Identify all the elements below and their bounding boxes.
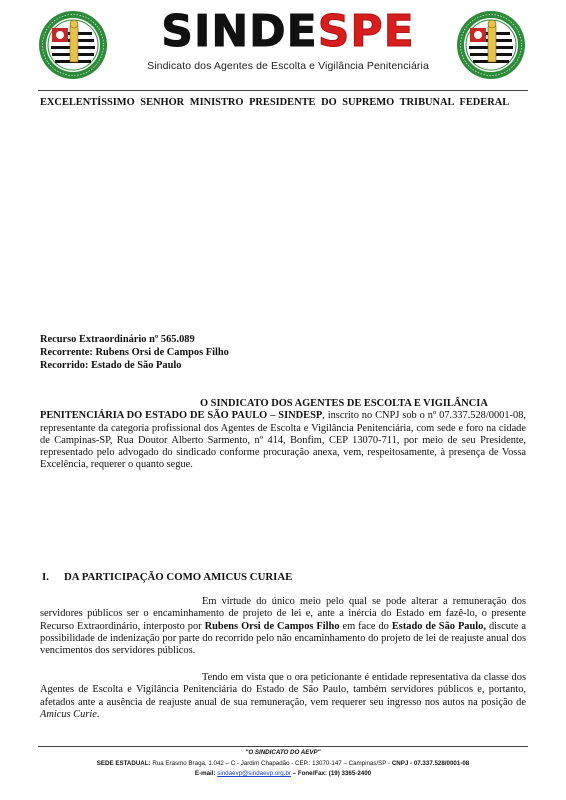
section-number: I.	[42, 571, 49, 583]
union-seal-icon	[38, 10, 108, 80]
paragraph-2	[40, 672, 526, 721]
footer-address: Rua Erasmo Braga, 1.042 – C - Jardim Chapadão - CEP.: 13070-147 – Campinas/SP -	[150, 759, 392, 767]
para1-appellee-name: Estado de São Paulo,	[391, 620, 486, 632]
appellee: Recorrido: Estado de São Paulo	[40, 360, 182, 372]
section-title: DA PARTICIPAÇÃO COMO AMICUS CURIAE	[64, 571, 293, 583]
appellant: Recorrente: Rubens Orsi de Campos Filho	[40, 347, 229, 359]
footer-cnpj: CNPJ - 07.337.528/0001-08	[391, 759, 470, 767]
footer-phone: – Fone/Fax: (19) 3365-2400	[290, 770, 372, 777]
section-heading	[40, 571, 526, 583]
para2-amicus-term: Amicus Curie	[40, 708, 97, 720]
letterhead	[0, 0, 566, 92]
footer-email-label: E-mail:	[194, 770, 218, 777]
footer-contact-line	[0, 769, 566, 780]
para1-text-3: discute a possibilidade de indenização por parte do recorrido pelo não encaminhamento do projeto de lei de reajuste anual dos vencimentos dos servidores públicos.	[40, 620, 526, 657]
sindesp-logo	[138, 6, 438, 80]
para1-appellant-name: Rubens Orsi de Campos Filho	[204, 620, 340, 632]
para1-text-1: Em virtude do único meio pelo qual se pode alterar a remuneração dos servidores públicos ser o encaminhamento de projeto de lei e, ante a inércia do Estado em fazê-lo, o presente Recurso Extraordinário, interposto por	[40, 596, 526, 632]
intro-text: , inscrito no CNPJ sob o nº 07.337.528/0001-08, representante da categoria profissional dos Agentes de Escolta e Vigilância Penitenciária, com sede e foro na cidade de Campinas-SP, Rua Doutor Alberto Sarmento, nº 414, Bonfim, CEP 13070-711, por meio de seu Presidente, representado pelo advogado do sindicado conforme procuração anexa, vem, respeitosamente, à presença de Vossa Excelência, requerer o quanto segue.	[40, 410, 526, 471]
header-divider	[38, 90, 528, 91]
logo-subtitle: Sindicato dos Agentes de Escolta e Vigilância Penitenciária	[147, 60, 429, 72]
para2-text-1: Tendo em vista que o ora peticionante é entidade representativa da classe dos Agentes de Escolta e Vigilância Penitenciária do Estado de São Paulo, também servidores públicos e, portanto, afetados ante a ausência de reajuste anual de sua remuneração, vem requerer seu ingresso nos autos na posição de	[40, 672, 526, 708]
intro-paragraph	[40, 398, 526, 472]
case-info	[40, 333, 526, 373]
petitioner-name-line2: PENITENCIÁRIA DO ESTADO DE SÃO PAULO – SINDESP	[40, 410, 323, 422]
para2-text-2: .	[96, 708, 100, 720]
paragraph-1	[40, 596, 526, 657]
union-seal-icon	[456, 10, 526, 80]
addressee: EXCELENTÍSSIMO SENHOR MINISTRO PRESIDENTE DO SUPREMO TRIBUNAL FEDERAL	[40, 97, 510, 108]
case-number: Recurso Extraordinário nº 565.089	[40, 334, 195, 345]
footer-address-line	[0, 759, 566, 770]
footer-sede-label: SEDE ESTADUAL:	[96, 759, 151, 767]
footer-divider	[38, 746, 528, 747]
petitioner-name-line1: O SINDICATO DOS AGENTES DE ESCOLTA E VIGILÂNCIA	[200, 398, 488, 409]
footer	[0, 748, 566, 780]
footer-slogan: "O SINDICATO DO AEVP"	[245, 749, 321, 756]
logo-wordmark: SINDESPE	[161, 6, 415, 57]
para1-text-2: em face do	[339, 620, 392, 632]
footer-email-link[interactable]: sindaevp@sindaevp.org.br	[217, 770, 291, 777]
